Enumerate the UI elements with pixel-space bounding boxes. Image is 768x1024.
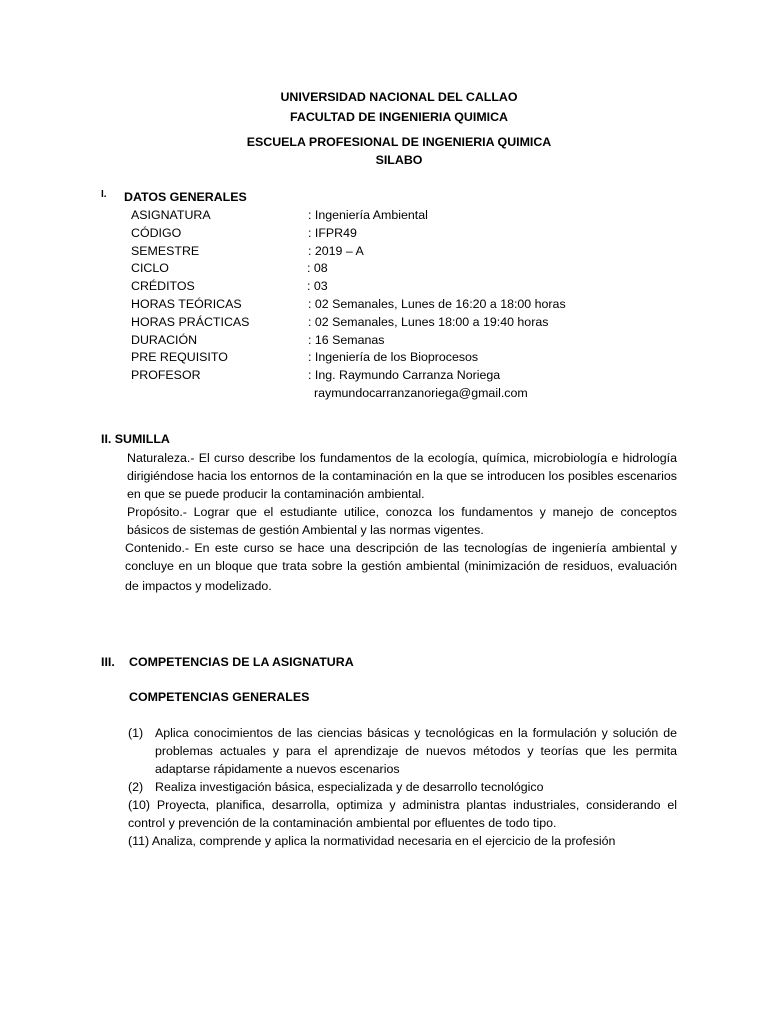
section1-title: DATOS GENERALES <box>124 190 247 204</box>
item-number: (10) <box>128 798 151 812</box>
section2-title: II. SUMILLA <box>101 432 170 446</box>
field-label: DURACIÓN <box>131 332 198 347</box>
university-name: UNIVERSIDAD NACIONAL DEL CALLAO <box>280 90 518 104</box>
item-text: Realiza investigación básica, especializada y de desarrollo tecnológico <box>155 780 544 794</box>
field-label: SEMESTRE <box>131 243 200 258</box>
field-label: HORAS TEÓRICAS <box>131 296 242 311</box>
field-label: CÓDIGO <box>131 225 182 240</box>
field-label: CRÉDITOS <box>131 279 195 294</box>
field-value: : Ingeniería Ambiental <box>308 208 428 222</box>
item-number: (11) <box>128 834 150 848</box>
field-label: ASIGNATURA <box>131 208 211 222</box>
list-item <box>128 796 677 832</box>
competencias-generales-title: COMPETENCIAS GENERALES <box>129 690 310 704</box>
document-type: SILABO <box>375 153 423 167</box>
item-text: Analiza, comprende y aplica la normatividad necesaria en el ejercicio de la profesión <box>151 834 616 848</box>
section3-number: III. <box>101 655 115 669</box>
field-label: CICLO <box>131 261 169 276</box>
field-value: : Ingeniería de los Bioprocesos <box>308 350 479 365</box>
field-value: : 16 Semanas <box>308 332 385 347</box>
professor-email[interactable]: raymundocarranzanoriega@gmail.com <box>314 385 528 400</box>
field-value: : 2019 – A <box>308 243 364 258</box>
item-text: Aplica conocimientos de las ciencias básicas y tecnológicas en la formulación y solución de problemas actuales y para el aprendizaje de nuevos métodos y teorías que les permita adaptarse rápidamente a nuevos escenarios <box>155 726 677 776</box>
list-item <box>128 832 677 850</box>
list-item <box>128 778 677 796</box>
field-value: : Ing. Raymundo Carranza Noriega <box>308 368 501 383</box>
item-number: (1) <box>128 726 144 740</box>
sumilla-contenido-line3: de impactos y modelizado. <box>125 579 272 593</box>
item-number: (2) <box>128 780 144 794</box>
field-value: : 08 <box>307 261 328 276</box>
field-value: : 03 <box>307 279 328 294</box>
list-item <box>128 724 677 778</box>
field-value: : 02 Semanales, Lunes de 16:20 a 18:00 horas <box>308 296 566 311</box>
field-label: PRE REQUISITO <box>131 350 228 365</box>
sumilla-contenido-line2: concluye en un bloque que trata sobre la gestión ambiental (minimización de residuos, evaluación <box>125 559 677 573</box>
school-name: ESCUELA PROFESIONAL DE INGENIERIA QUIMICA <box>246 135 552 149</box>
faculty-name: FACULTAD DE INGENIERIA QUIMICA <box>290 110 508 124</box>
field-label: PROFESOR <box>131 368 201 383</box>
sumilla-contenido-line1: Contenido.- En este curso se hace una descripción de las tecnologías de ingeniería ambiental y <box>125 541 677 555</box>
field-value: : IFPR49 <box>308 225 357 240</box>
field-value: : 02 Semanales, Lunes 18:00 a 19:40 horas <box>308 314 549 329</box>
section3-title: COMPETENCIAS DE LA ASIGNATURA <box>129 655 354 669</box>
item-text: Proyecta, planifica, desarrolla, optimiza y administra plantas industriales, considerando el control y prevención de la contaminación ambiental por efluentes de todo tipo. <box>128 798 677 830</box>
competencias-list <box>128 724 677 850</box>
field-label: HORAS PRÁCTICAS <box>131 314 250 329</box>
sumilla-proposito: Propósito.- Lograr que el estudiante utilice, conozca los fundamentos y manejo de conceptos básicos de sistemas de gestión Ambiental y las normas vigentes. <box>127 505 677 537</box>
sumilla-naturaleza: Naturaleza.- El curso describe los fundamentos de la ecología, química, microbiología e hidrología dirigiéndose hacia los entornos de la contaminación en la que se introducen los posibles escenarios en que se puede producir la contaminación ambiental. <box>127 451 677 501</box>
section1-number: I. <box>101 189 107 200</box>
